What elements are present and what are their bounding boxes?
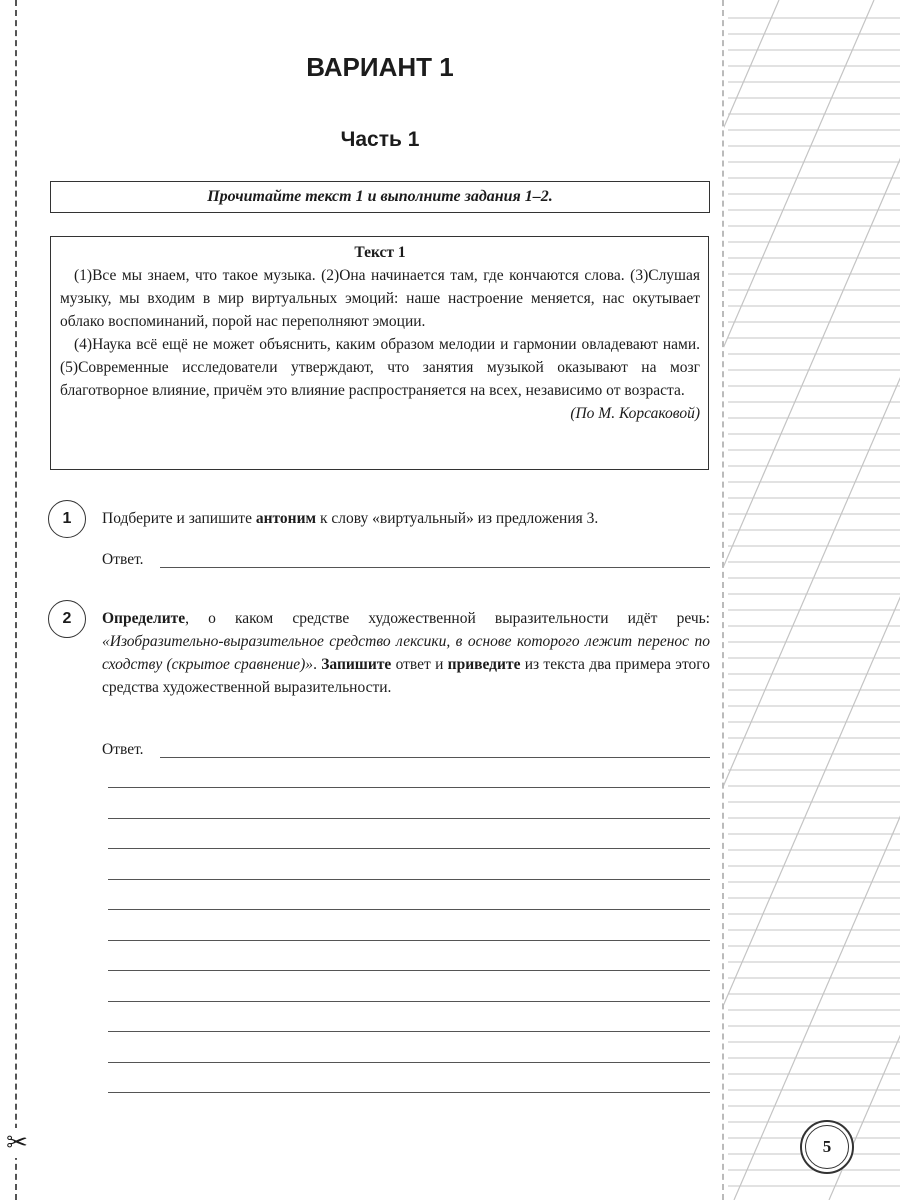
answer-label: Ответ. <box>102 741 144 758</box>
answer-line[interactable] <box>108 787 710 788</box>
cut-line <box>15 0 17 1200</box>
scissors-icon: ✂ <box>0 1128 34 1158</box>
instruction-box: Прочитайте текст 1 и выполните задания 1–2. <box>50 181 710 213</box>
text-paragraph: (4)Наука всё ещё не может объяснить, каким образом мелодии и гармонии овладевают нами. (5)Современные исследователи утверждают, что занятия музыкой оказывают на мозг благотворное влияние, причём это влияние распространяется на всех, независимо от возраста. <box>60 336 700 399</box>
answer-line[interactable] <box>160 567 710 568</box>
margin-guide-line <box>829 0 900 1200</box>
text-paragraph: (1)Все мы знаем, что такое музыка. (2)Она начинается там, где кончаются слова. (3)Слушая музыку, мы входим в мир виртуальных эмоций: наше настроение меняется, нас окутывает облако воспоминаний, порой нас переполняют эмоции. <box>60 267 700 330</box>
reading-text-box <box>50 236 709 470</box>
margin-guide-line <box>724 0 874 1200</box>
notes-margin <box>722 0 900 1200</box>
text-heading: Текст 1 <box>354 244 406 261</box>
task-number-badge: 1 <box>48 500 86 538</box>
answer-line[interactable] <box>108 879 710 880</box>
margin-guide-line <box>734 0 900 1200</box>
part-title: Часть 1 <box>340 128 420 151</box>
task-2-text: Определите, о каком средстве художественной выразительности идёт речь: «Изобразительно-выразительное средство лексики, в основе которого лежит перенос по сходству (скрытое сравнение)». Запишите ответ и приведите из текста два примера этого средства художественной выразительности. <box>102 610 710 696</box>
page-number: 5 <box>800 1120 854 1174</box>
task-1-text: Подберите и запишите антоним к слову «виртуальный» из предложения 3. <box>102 510 599 527</box>
answer-line[interactable] <box>108 970 710 971</box>
answer-label: Ответ. <box>102 551 144 568</box>
answer-line[interactable] <box>108 1062 710 1063</box>
answer-line[interactable] <box>108 1001 710 1002</box>
answer-line[interactable] <box>160 757 710 758</box>
text-source: (По М. Корсаковой) <box>570 405 700 422</box>
answer-line[interactable] <box>108 940 710 941</box>
task-number-badge: 2 <box>48 600 86 638</box>
answer-line[interactable] <box>108 818 710 819</box>
answer-line[interactable] <box>108 909 710 910</box>
margin-guide-line <box>724 0 779 1200</box>
answer-line[interactable] <box>108 1092 710 1093</box>
answer-line[interactable] <box>108 848 710 849</box>
variant-title: ВАРИАНТ 1 <box>306 52 454 82</box>
answer-line[interactable] <box>108 1031 710 1032</box>
